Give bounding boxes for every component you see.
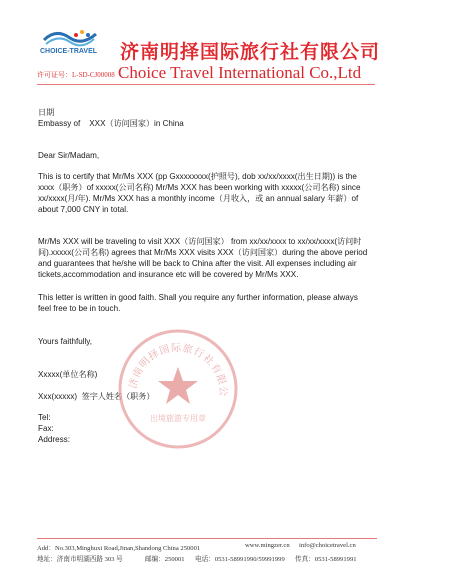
paragraph-line: about 7,000 CNY in total. [38, 204, 129, 214]
paragraph-line: xxxx（职务）of xxxxx(公司名称) Mr/Ms XXX has been working with xxxxx(公司名称) since [38, 182, 361, 192]
fax-label: Fax: [38, 424, 54, 433]
paragraph-line: This is to certify that Mr/Ms XXX (pp Gxxxxxxxx(护照号), dob xx/xx/xxxx(出生日期)) is the [38, 172, 357, 181]
tel-label: Tel: [38, 413, 51, 422]
seal-subtext: 出境旅游专用章 [150, 414, 206, 423]
paragraph-line: 间).xxxxx(公司名称) agrees that Mr/Ms XXX visits XXX（访问国家）during the above period [38, 247, 368, 257]
footer-website[interactable]: www.mingzer.cn [245, 542, 290, 549]
company-line: Xxxxx(单位名称) [38, 370, 98, 379]
company-logo [36, 26, 104, 60]
paragraph-line: This letter is written in good faith. Shall you require any further information, please always [38, 293, 358, 302]
footer-line-2 [37, 553, 437, 563]
paragraph-employment [38, 172, 440, 216]
paragraph-good-faith [38, 293, 440, 315]
paragraph-line: Mr/Ms XXX will be traveling to visit XXX（访问国家） from xx/xx/xxxx to xx/xx/xxxx(访问时 [38, 237, 362, 246]
footer-email[interactable]: info@choicetravel.cn [299, 542, 356, 549]
company-name-chinese: 济南明择国际旅行社有限公司 [120, 41, 381, 63]
recipient-line: Embassy of XXX（访问国家）in China [38, 119, 184, 128]
header-divider [37, 84, 375, 85]
company-seal [112, 323, 244, 455]
seal-text: 济南明择国际旅行社有限公 [128, 342, 229, 398]
paragraph-line: and guarantees that he/she will be back to China after the visit. All expenses including air [38, 258, 357, 268]
footer-postcode: 邮编：250001 [145, 556, 185, 563]
signer-line: Xxx(xxxxx) 签字人姓名（职务） [38, 392, 155, 401]
footer-line-1 [37, 542, 437, 552]
logo-text: CHOICE-TRAVEL [40, 48, 98, 55]
paragraph-travel [38, 237, 440, 281]
address-label: Address: [38, 435, 70, 444]
company-name-english: Choice Travel International Co.,Ltd [118, 63, 362, 82]
footer-divider [37, 538, 377, 539]
footer-address-cn: 地址：济南市明湖西路 303 号 [37, 556, 123, 563]
salutation: Dear Sir/Madam, [38, 151, 100, 160]
date-label: 日期 [38, 108, 55, 117]
paragraph-line: feel free to be in touch. [38, 303, 121, 313]
paragraph-line: tickets,accommodation and insurance etc will be covered by Mr/Ms XXX. [38, 269, 299, 279]
closing: Yours faithfully, [38, 337, 92, 346]
footer-tel: 电话：0531-58991990/59991999 [195, 556, 285, 563]
footer-fax: 传真：0531-58991991 [295, 556, 357, 563]
star-icon [158, 367, 198, 404]
paragraph-line: xx/xxxx(月/年). Mr/Ms XXX has a monthly income（月收入，或 an annual salary 年薪）of [38, 193, 359, 203]
footer-address-en: Add：No.303,Minghuxi Road,Jinan,Shandong China 250001 [37, 545, 201, 552]
license-number: 许可证号：L-SD-CJ00008 [37, 71, 115, 79]
